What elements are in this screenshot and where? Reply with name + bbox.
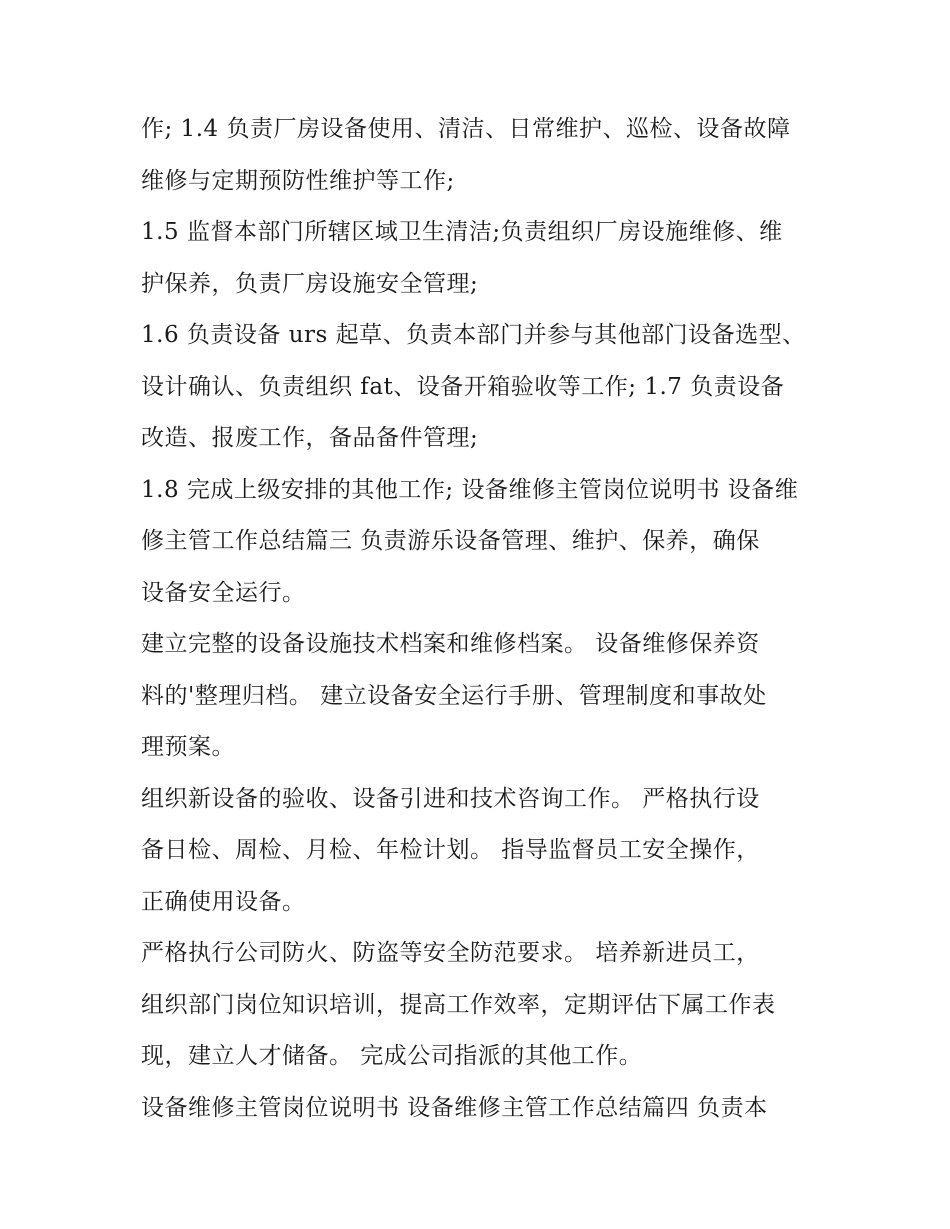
text-line: 设备安全运行。 [141,579,306,606]
text-line: 改造、报废工作，备品备件管理; [141,425,479,451]
text-line: 现，建立人才储备。 完成公司指派的其他工作。 [141,1043,643,1069]
text-line: 修主管工作总结篇三 负责游乐设备管理、维护、保养，确保 [141,528,760,554]
text-line: 料的'整理归档。 建立设备安全运行手册、管理制度和事故处 [141,682,767,709]
text-line: 正确使用设备。 [141,888,306,915]
text-line: 组织部门岗位知识培训，提高工作效率，定期评估下属工作表 [141,991,776,1018]
text-line: 1.8 完成上级安排的其他工作; 设备维修主管岗位说明书 设备维 [141,476,799,503]
text-line: 严格执行公司防火、防盗等安全防范要求。 培养新进员工， [141,940,760,966]
document-body [141,104,821,1134]
text-line: 维修与定期预防性维护等工作; [141,167,455,194]
text-line: 设备维修主管岗位说明书 设备维修主管工作总结篇四 负责本 [141,1094,768,1121]
text-line: 作; 1.4 负责厂房设备使用、清洁、日常维护、巡检、设备故障 [141,116,791,142]
text-line: 备日检、周检、月检、年检计划。 指导监督员工安全操作， [141,837,760,863]
text-line: 理预案。 [141,734,235,760]
text-line: 建立完整的设备设施技术档案和维修档案。 设备维修保养资 [141,631,760,657]
text-line: 设计确认、负责组织 fat、设备开箱验收等工作; 1.7 负责设备 [141,373,785,400]
text-line: 组织新设备的验收、设备引进和技术咨询工作。 严格执行设 [141,785,760,812]
text-line: 护保养，负责厂房设施安全管理; [141,270,479,297]
text-line: 1.5 监督本部门所辖区域卫生清洁;负责组织厂房设施维修、维 [141,219,783,245]
text-line: 1.6 负责设备 urs 起草、负责本部门并参与其他部门设备选型、 [141,322,806,348]
